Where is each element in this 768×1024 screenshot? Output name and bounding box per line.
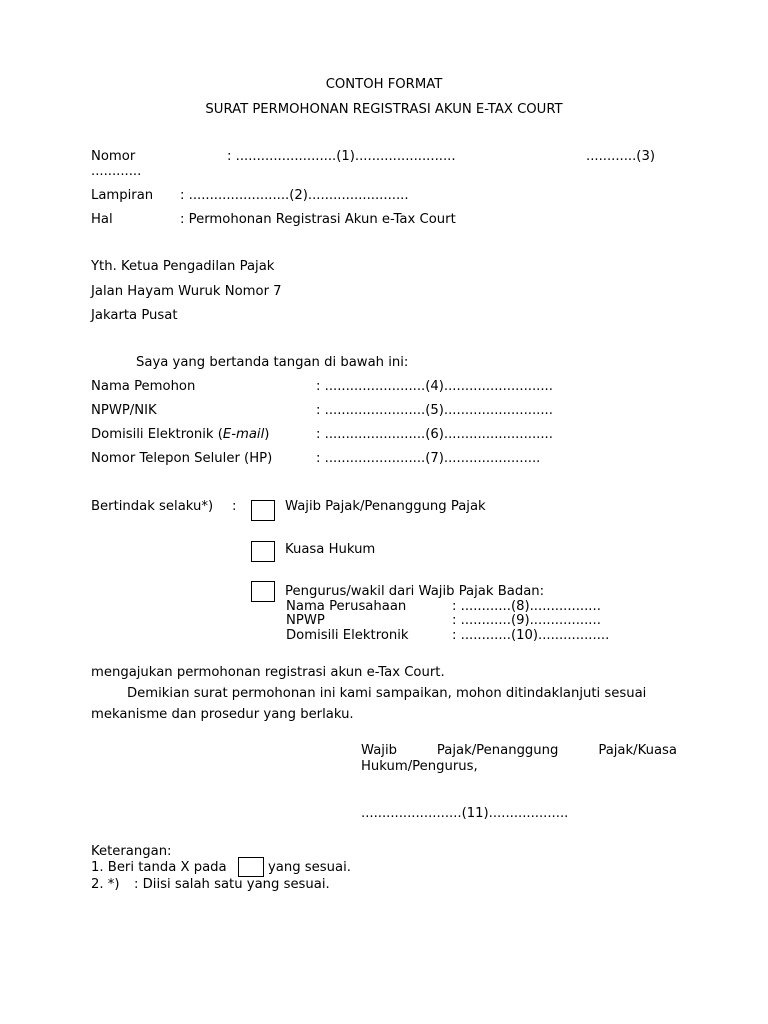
- body-line-1: mengajukan permohonan registrasi akun e-Tax Court.: [91, 665, 445, 680]
- field-value-npwp: : ........................(5)..........................: [316, 403, 553, 418]
- intro-text: Saya yang bertanda tangan di bawah ini:: [136, 355, 409, 370]
- addressee-line-3: Jakarta Pusat: [91, 308, 178, 323]
- signature-name-line: ........................(11)...................: [361, 806, 569, 821]
- sub-label-npwp: NPWP: [286, 613, 325, 628]
- checkbox-wajib-pajak[interactable]: [251, 500, 275, 521]
- note-1-pre: 1. Beri tanda X pada: [91, 860, 227, 875]
- hal-value: : Permohonan Registrasi Akun e-Tax Court: [180, 212, 456, 227]
- document-subtitle: SURAT PERMOHONAN REGISTRASI AKUN E-TAX COURT: [205, 102, 563, 117]
- date-placeholder: ............(3): [586, 149, 655, 164]
- domisili-label-email: E-mail: [222, 427, 265, 442]
- sub-value-domisili: : ............(10).................: [452, 628, 610, 643]
- note-2-text: : Diisi salah satu yang sesuai.: [134, 877, 330, 892]
- field-label-telepon: Nomor Telepon Seluler (HP): [91, 451, 273, 466]
- acting-label: Bertindak selaku*): [91, 499, 214, 514]
- signature-word-1: Wajib: [361, 743, 397, 758]
- document-title: CONTOH FORMAT: [325, 77, 443, 92]
- option-pengurus: Pengurus/wakil dari Wajib Pajak Badan:: [285, 584, 545, 599]
- date-placeholder-cont: ............: [91, 164, 142, 179]
- option-kuasa-hukum: Kuasa Hukum: [285, 542, 376, 557]
- signature-word-2: Pajak/Penanggung: [436, 743, 559, 758]
- nomor-value: : ........................(1)........................: [227, 149, 456, 164]
- body-line-2: Demikian surat permohonan ini kami sampaikan, mohon ditindaklanjuti sesuai: [127, 686, 647, 701]
- note-checkbox-example: [238, 857, 264, 877]
- body-line-3: mekanisme dan prosedur yang berlaku.: [91, 707, 354, 722]
- notes-title: Keterangan:: [91, 844, 172, 859]
- addressee-line-1: Yth. Ketua Pengadilan Pajak: [91, 259, 275, 274]
- checkbox-kuasa-hukum[interactable]: [251, 541, 275, 562]
- lampiran-value: : ........................(2)........................: [180, 188, 409, 203]
- field-label-npwp: NPWP/NIK: [91, 403, 157, 418]
- sub-label-nama-perusahaan: Nama Perusahaan: [286, 599, 407, 614]
- nomor-label: Nomor: [91, 149, 136, 164]
- field-value-domisili: : ........................(6)..........................: [316, 427, 553, 442]
- signature-word-3: Pajak/Kuasa: [598, 743, 677, 758]
- note-1-post: yang sesuai.: [268, 860, 351, 875]
- option-wajib-pajak: Wajib Pajak/Penanggung Pajak: [285, 499, 486, 514]
- lampiran-label: Lampiran: [91, 188, 154, 203]
- sub-value-npwp: : ............(9).................: [452, 613, 601, 628]
- field-value-telepon: : ........................(7).......................: [316, 451, 541, 466]
- field-label-nama: Nama Pemohon: [91, 379, 196, 394]
- domisili-label-post: ): [264, 427, 270, 442]
- acting-colon: :: [232, 499, 237, 514]
- addressee-line-2: Jalan Hayam Wuruk Nomor 7: [91, 284, 282, 299]
- field-label-domisili: [91, 427, 269, 443]
- domisili-label-pre: Domisili Elektronik (: [91, 427, 223, 442]
- hal-label: Hal: [91, 212, 113, 227]
- signature-line-2: Hukum/Pengurus,: [361, 759, 478, 774]
- checkbox-pengurus[interactable]: [251, 581, 275, 602]
- sub-label-domisili: Domisili Elektronik: [286, 628, 409, 643]
- sub-value-nama-perusahaan: : ............(8).................: [452, 599, 601, 614]
- field-value-nama: : ........................(4)..........................: [316, 379, 553, 394]
- note-2-num: 2. *): [91, 877, 120, 892]
- signature-line-1: [361, 743, 677, 759]
